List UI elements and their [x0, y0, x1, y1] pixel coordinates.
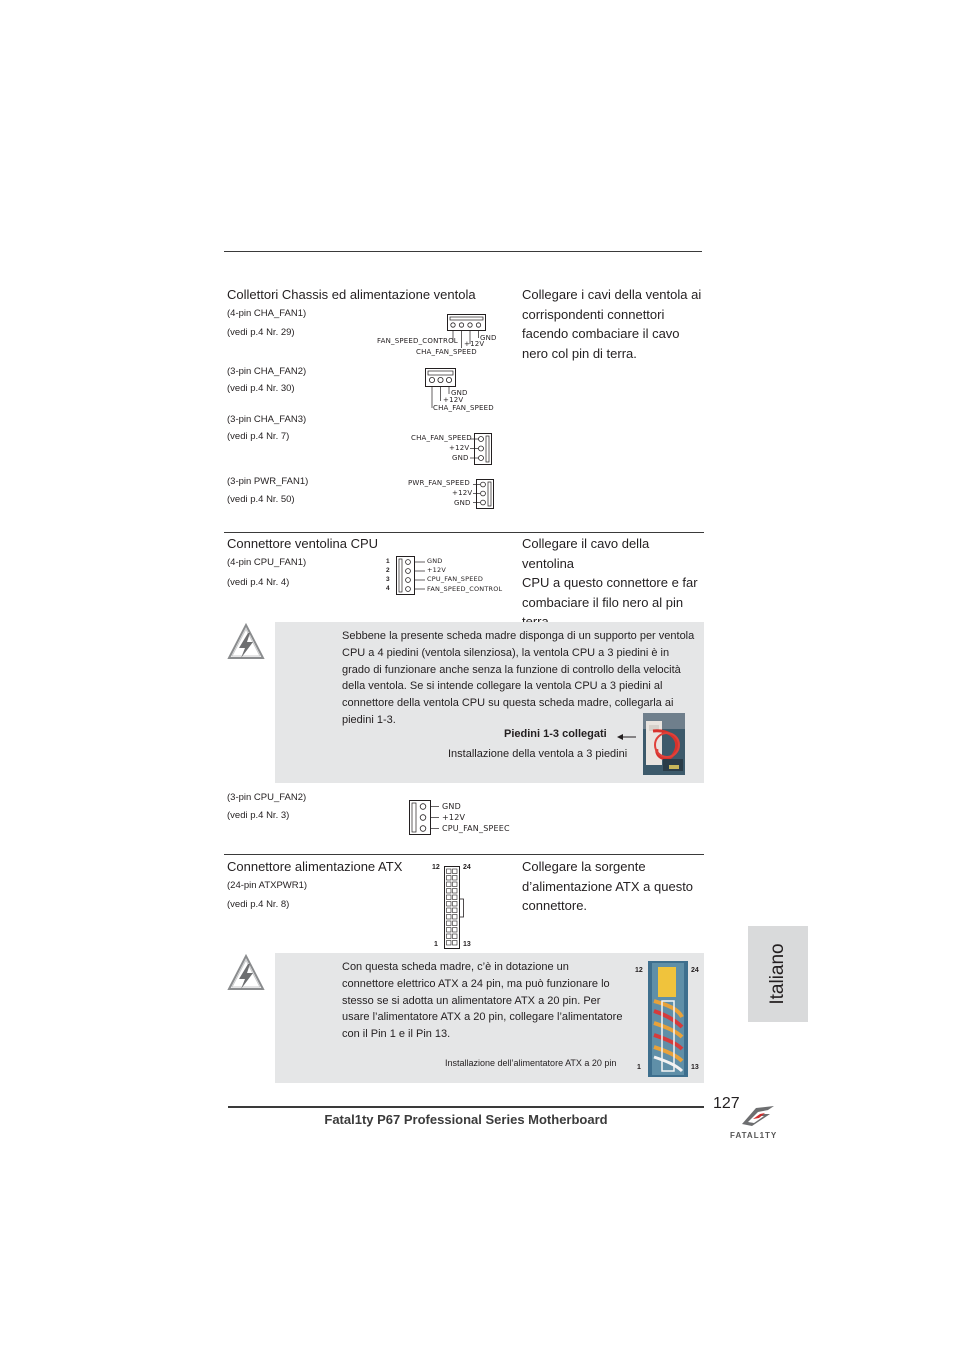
cpu-fan1-diagram — [396, 556, 416, 596]
cpu-fan1-ref: (vedi p.4 Nr. 4) — [227, 577, 290, 588]
atx-pin — [447, 895, 452, 900]
atx-power-photo — [648, 961, 688, 1077]
atx-note-caption: Installazione dell’alimentatore ATX a 20 pin — [445, 1058, 617, 1068]
cpu-note-caption: Installazione della ventola a 3 piedini — [448, 748, 628, 760]
cpu-fan2-pin-labels: GND +12V CPU_FAN_SPEEC — [442, 802, 510, 833]
cpu-fan-photo — [643, 713, 685, 775]
atx-note-text: Con questa scheda madre, c’è in dotazione un connettore elettrico ATX a 24 pin, ma può funzionare lo stesso se si adotta un alimentatore ATX a 20 pin. Per usare l’alimentatore ATX a 20 pin, collegare l’alimentatore con il Pin 1 e il Pin 13. — [342, 961, 623, 1041]
atx-pin — [447, 941, 452, 946]
atx-photo-label-12: 12 — [635, 967, 643, 974]
atx-pin — [453, 934, 458, 939]
cpu-description: Collegare il cavo della ventolina CPU a questo connettore e far combaciare il filo nero al pin — [522, 536, 698, 610]
atx-pin — [453, 921, 458, 926]
cpu-fan1-pin-numbers: 1 2 3 4 — [386, 558, 390, 592]
cpu-note-text: Sebbene la presente scheda madre disponga di un supporto per ventola CPU a 4 piedini (ventola silenziosa), la ventola CPU a 3 piedini è in grado di funzionare anche senza la funzione di controllo della velocità della ventola. Se si intende collegare la ventola CPU a 3 piedini al connettore della ventola CPU su questa scheda madre, collegarla ai piedini 1-3. — [342, 630, 695, 726]
cha-fan2-pin-gnd: GND — [451, 389, 468, 397]
cha-fan3-pin-cha-fan-speed: CHA_FAN_SPEED — [411, 434, 472, 442]
cha-fan3-pin-gnd: GND — [452, 454, 469, 462]
cha-fan2-name: (3-pin CHA_FAN2) — [227, 366, 307, 377]
atx-connector-diagram — [444, 866, 468, 950]
atx-pin — [453, 908, 458, 913]
page-number: 127 — [713, 1095, 740, 1112]
atx-pin — [447, 915, 452, 920]
pwr-fan1-pin-pwr-fan-speed: PWR_FAN_SPEED — [408, 479, 470, 487]
pwr-fan1-ref: (vedi p.4 Nr. 50) — [227, 494, 295, 505]
top-rule — [224, 251, 702, 252]
pwr-fan1-pin-12v: +12V — [452, 489, 473, 497]
cha-fan1-pin-cha-fan-speed: CHA_FAN_SPEED — [416, 348, 477, 356]
atx-pin — [447, 876, 452, 881]
chassis-title: Collettori Chassis ed alimentazione ventola — [227, 287, 476, 302]
warning-icon — [226, 953, 266, 991]
cpu-title: Connettore ventolina CPU — [227, 536, 379, 551]
cpu-rule — [224, 532, 704, 533]
cpu-fan2-diagram — [409, 800, 435, 836]
atx-pin — [453, 882, 458, 887]
cha-fan3-diagram — [474, 433, 494, 467]
atx-pin — [447, 921, 452, 926]
language-tab — [748, 926, 808, 1022]
warning-icon — [226, 622, 266, 660]
cha-fan1-ref: (vedi p.4 Nr. 29) — [227, 327, 295, 338]
fatal1ty-logo-text: FATAL1TY — [730, 1131, 778, 1140]
atx-pin — [453, 928, 458, 933]
atx-name: (24-pin ATXPWR1) — [227, 880, 308, 891]
cpu-note-bold: Piedini 1-3 collegati — [504, 728, 607, 740]
cpu-fan1-pin-labels: GND +12V CPU_FAN_SPEED FAN_SPEED_CONTROL — [427, 557, 503, 593]
cpu-fan1-name: (4-pin CPU_FAN1) — [227, 557, 307, 568]
atx-rule — [224, 854, 704, 855]
cha-fan1-pin-fan-speed-control: FAN_SPEED_CONTROL — [377, 337, 458, 345]
atx-label-12: 12 — [432, 864, 440, 871]
cha-fan3-ref: (vedi p.4 Nr. 7) — [227, 431, 290, 442]
cha-fan3-pin-12v: +12V — [449, 444, 470, 452]
fatal1ty-logo-icon — [740, 1104, 776, 1128]
cha-fan1-diagram — [447, 314, 487, 334]
cha-fan1-pin-gnd: GND — [480, 334, 497, 342]
language-tab-label: Italiano — [767, 943, 788, 1005]
atx-label-1: 1 — [434, 941, 438, 948]
atx-pin — [453, 895, 458, 900]
cpu-fan2-ref: (vedi p.4 Nr. 3) — [227, 810, 290, 821]
chassis-description: Collegare i cavi della ventola ai corrispondenti connettori facendo combaciare il cavo nero col pin di terra. — [522, 287, 702, 361]
atx-photo-label-13: 13 — [691, 1064, 699, 1071]
atx-description: Collegare la sorgente d’alimentazione ATX a questo connettore. — [522, 859, 694, 913]
footer-rule — [228, 1106, 704, 1108]
atx-pin — [447, 934, 452, 939]
atx-photo-label-1: 1 — [637, 1064, 641, 1071]
atx-title: Connettore alimentazione ATX — [227, 859, 403, 874]
atx-pin — [453, 889, 458, 894]
atx-pin — [447, 902, 452, 907]
cha-fan2-pin-cha-fan-speed: CHA_FAN_SPEED — [433, 404, 494, 412]
atx-pin — [453, 941, 458, 946]
atx-pin — [453, 902, 458, 907]
atx-pin — [453, 915, 458, 920]
cha-fan1-pin-12v: +12V — [464, 340, 485, 348]
atx-pin — [453, 876, 458, 881]
atx-pin — [447, 889, 452, 894]
atx-pin — [447, 908, 452, 913]
atx-pin — [447, 882, 452, 887]
atx-photo-label-24: 24 — [691, 967, 699, 974]
pwr-fan1-diagram — [476, 479, 496, 511]
pwr-fan1-pin-gnd: GND — [454, 499, 471, 507]
cha-fan1-name: (4-pin CHA_FAN1) — [227, 308, 307, 319]
atx-label-13: 13 — [463, 941, 471, 948]
pwr-fan1-name: (3-pin PWR_FAN1) — [227, 476, 309, 487]
cpu-fan2-name: (3-pin CPU_FAN2) — [227, 792, 307, 803]
cha-fan3-name: (3-pin CHA_FAN3) — [227, 414, 307, 425]
atx-pin — [453, 869, 458, 874]
cha-fan2-pin-12v: +12V — [443, 396, 464, 404]
cha-fan2-ref: (vedi p.4 Nr. 30) — [227, 383, 295, 394]
arrow-left-icon — [617, 733, 637, 741]
atx-pin — [447, 928, 452, 933]
atx-label-24: 24 — [463, 864, 471, 871]
atx-ref: (vedi p.4 Nr. 8) — [227, 899, 290, 910]
atx-pin — [447, 869, 452, 874]
cha-fan2-diagram — [425, 368, 457, 388]
footer-title: Fatal1ty P67 Professional Series Motherboard — [324, 1112, 608, 1127]
